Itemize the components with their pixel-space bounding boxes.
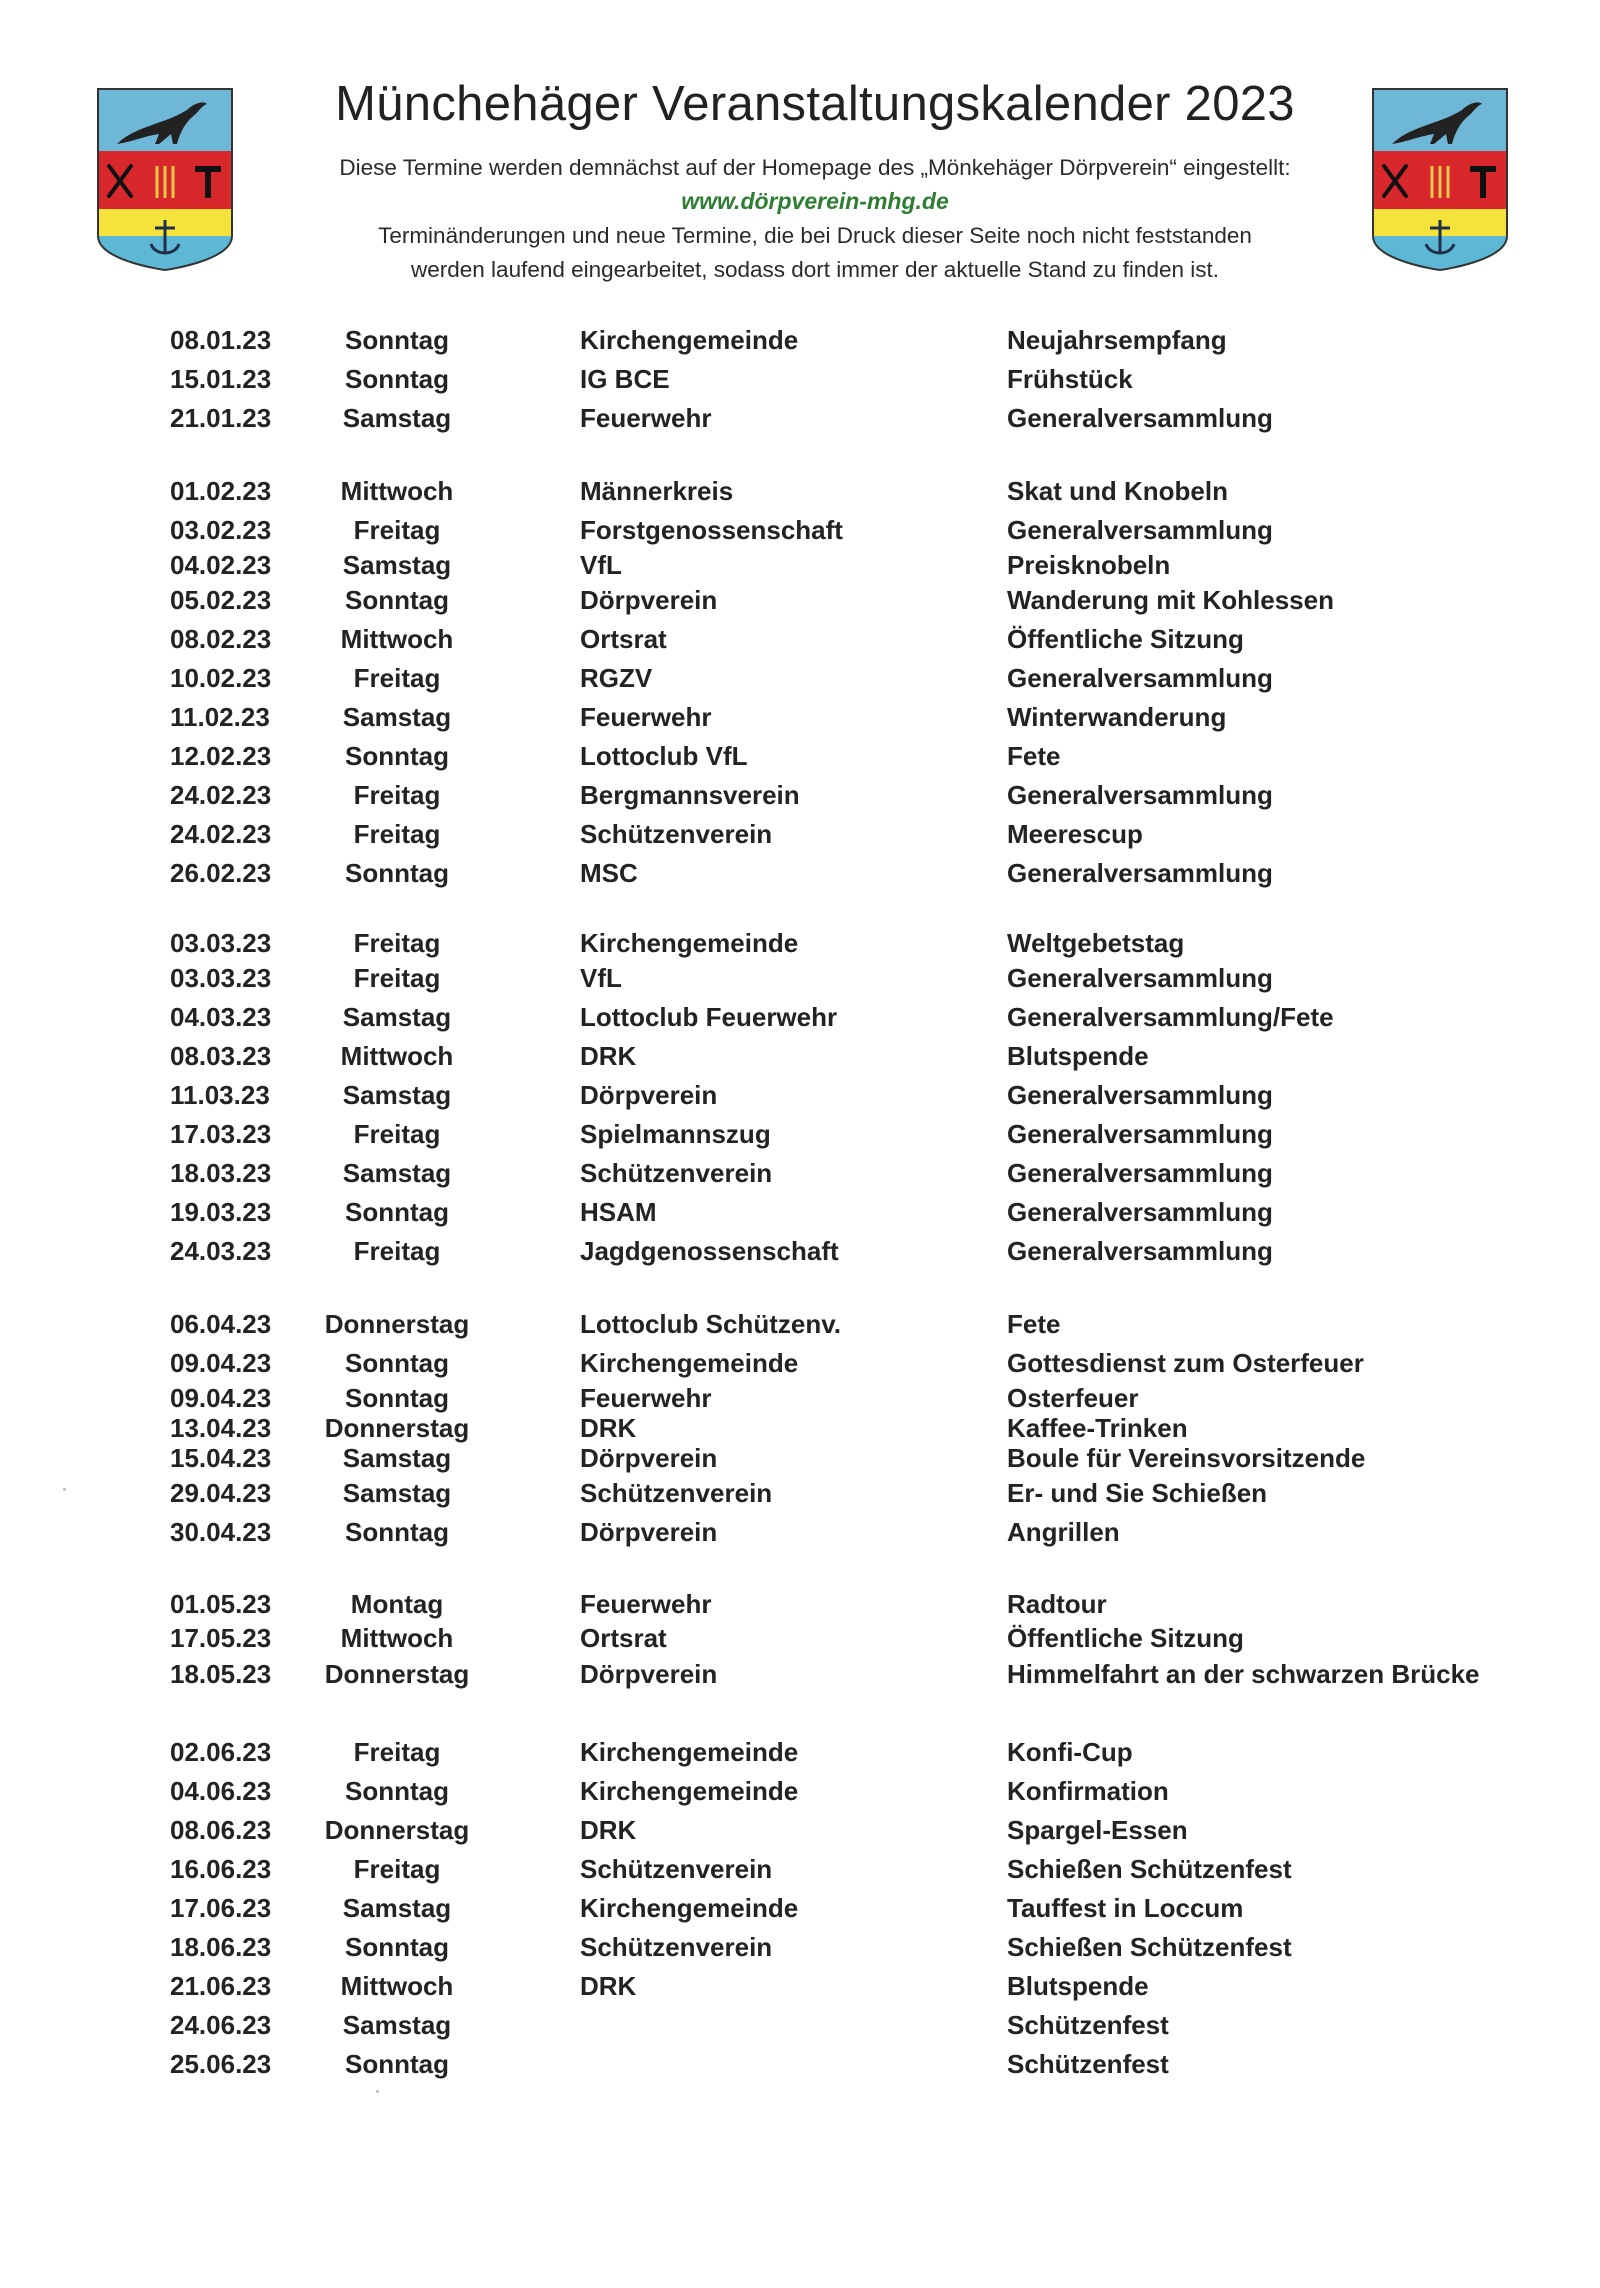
- event-weekday: Sonntag: [345, 1517, 449, 1547]
- event-row: [0, 819, 1600, 853]
- event-name: Blutspende: [1007, 1041, 1149, 1071]
- event-weekday: Sonntag: [345, 1932, 449, 1962]
- event-date: 08.06.23: [170, 1815, 272, 1845]
- scan-speck: [376, 2090, 379, 2093]
- event-organizer: Jagdgenossenschaft: [580, 1236, 839, 1266]
- event-organizer: Feuerwehr: [580, 403, 712, 433]
- event-date: 19.03.23: [170, 1197, 272, 1227]
- event-row: [0, 1080, 1600, 1114]
- event-name: Er- und Sie Schießen: [1007, 1478, 1268, 1508]
- event-row: [0, 515, 1600, 549]
- event-row: [0, 1413, 1600, 1447]
- event-row: [0, 928, 1600, 962]
- event-name: Frühstück: [1007, 364, 1133, 394]
- event-organizer: Schützenverein: [580, 1854, 773, 1884]
- event-row: [0, 624, 1600, 658]
- event-weekday: Sonntag: [345, 1348, 449, 1378]
- event-name: Weltgebetstag: [1007, 928, 1185, 958]
- event-date: 04.03.23: [170, 1002, 272, 1032]
- event-weekday: Samstag: [342, 1080, 452, 1110]
- event-weekday: Samstag: [342, 2010, 452, 2040]
- event-name: Tauffest in Loccum: [1007, 1893, 1244, 1923]
- event-row: [0, 2010, 1600, 2044]
- event-weekday: Freitag: [353, 1854, 441, 1884]
- event-name: Gottesdienst zum Osterfeuer: [1007, 1348, 1364, 1378]
- event-organizer: Schützenverein: [580, 1932, 773, 1962]
- event-date: 15.01.23: [170, 364, 272, 394]
- event-name: Fete: [1007, 1309, 1061, 1339]
- event-date: 21.01.23: [170, 403, 272, 433]
- event-date: 08.02.23: [170, 624, 272, 654]
- event-name: Generalversammlung: [1007, 663, 1273, 693]
- event-weekday: Freitag: [353, 780, 441, 810]
- event-weekday: Samstag: [342, 702, 452, 732]
- event-date: 24.02.23: [170, 780, 272, 810]
- event-row: [0, 585, 1600, 619]
- event-row: [0, 1776, 1600, 1810]
- event-date: 01.05.23: [170, 1589, 272, 1619]
- event-date: 06.04.23: [170, 1309, 272, 1339]
- event-weekday: Mittwoch: [340, 624, 454, 654]
- event-date: 12.02.23: [170, 741, 272, 771]
- event-name: Schießen Schützenfest: [1007, 1854, 1292, 1884]
- event-weekday: Freitag: [353, 663, 441, 693]
- event-date: 08.03.23: [170, 1041, 272, 1071]
- event-row: [0, 1623, 1600, 1657]
- event-row: [0, 663, 1600, 697]
- event-name: Neujahrsempfang: [1007, 325, 1227, 355]
- event-weekday: Freitag: [353, 1119, 441, 1149]
- event-weekday: Montag: [350, 1589, 444, 1619]
- event-weekday: Mittwoch: [340, 1041, 454, 1071]
- event-row: [0, 1443, 1600, 1477]
- event-organizer: Feuerwehr: [580, 702, 712, 732]
- event-name: Kaffee-Trinken: [1007, 1413, 1188, 1443]
- event-name: Öffentliche Sitzung: [1007, 624, 1244, 654]
- event-weekday: Mittwoch: [340, 476, 454, 506]
- event-organizer: Dörpverein: [580, 1080, 718, 1110]
- event-organizer: Kirchengemeinde: [580, 1348, 799, 1378]
- event-name: Konfi-Cup: [1007, 1737, 1133, 1767]
- event-weekday: Samstag: [342, 1158, 452, 1188]
- event-date: 30.04.23: [170, 1517, 272, 1547]
- event-date: 09.04.23: [170, 1383, 272, 1413]
- event-name: Angrillen: [1007, 1517, 1120, 1547]
- event-date: 08.01.23: [170, 325, 272, 355]
- event-weekday: Freitag: [353, 1737, 441, 1767]
- event-date: 11.03.23: [170, 1080, 270, 1110]
- scan-speck: [63, 1488, 66, 1491]
- event-date: 26.02.23: [170, 858, 272, 888]
- event-organizer: Kirchengemeinde: [580, 1737, 799, 1767]
- event-weekday: Samstag: [342, 550, 452, 580]
- event-organizer: VfL: [580, 963, 622, 993]
- event-row: [0, 476, 1600, 510]
- event-name: Radtour: [1007, 1589, 1107, 1619]
- event-row: [0, 1893, 1600, 1927]
- event-name: Winterwanderung: [1007, 702, 1227, 732]
- event-date: 09.04.23: [170, 1348, 272, 1378]
- event-weekday: Sonntag: [345, 1197, 449, 1227]
- event-row: [0, 1309, 1600, 1343]
- event-name: Generalversammlung: [1007, 1119, 1273, 1149]
- event-weekday: Freitag: [353, 515, 441, 545]
- event-name: Generalversammlung: [1007, 403, 1273, 433]
- event-date: 04.06.23: [170, 1776, 272, 1806]
- event-organizer: Dörpverein: [580, 585, 718, 615]
- event-name: Schützenfest: [1007, 2049, 1169, 2079]
- event-row: [0, 1197, 1600, 1231]
- intro-line-1: Diese Termine werden demnächst auf der Homepage des „Mönkehäger Dörpverein“ eingestellt:: [339, 155, 1291, 180]
- event-row: [0, 702, 1600, 736]
- event-date: 16.06.23: [170, 1854, 272, 1884]
- event-organizer: Forstgenossenschaft: [580, 515, 843, 545]
- event-row: [0, 2049, 1600, 2083]
- event-name: Generalversammlung: [1007, 858, 1273, 888]
- event-row: [0, 1348, 1600, 1382]
- event-weekday: Sonntag: [345, 585, 449, 615]
- event-name: Konfirmation: [1007, 1776, 1169, 1806]
- event-organizer: Schützenverein: [580, 1478, 773, 1508]
- event-row: [0, 550, 1600, 584]
- event-organizer: Kirchengemeinde: [580, 1776, 799, 1806]
- event-date: 29.04.23: [170, 1478, 272, 1508]
- event-organizer: VfL: [580, 550, 622, 580]
- event-row: [0, 1478, 1600, 1512]
- event-row: [0, 1119, 1600, 1153]
- event-organizer: DRK: [580, 1815, 637, 1845]
- event-date: 24.06.23: [170, 2010, 272, 2040]
- event-name: Boule für Vereinsvorsitzende: [1007, 1443, 1366, 1473]
- event-row: [0, 403, 1600, 437]
- event-name: Generalversammlung: [1007, 1197, 1273, 1227]
- event-name: Spargel-Essen: [1007, 1815, 1188, 1845]
- event-row: [0, 1041, 1600, 1075]
- event-row: [0, 364, 1600, 398]
- event-name: Osterfeuer: [1007, 1383, 1139, 1413]
- event-weekday: Donnerstag: [324, 1413, 470, 1443]
- event-row: [0, 1854, 1600, 1888]
- event-date: 11.02.23: [170, 702, 270, 732]
- event-organizer: Schützenverein: [580, 819, 773, 849]
- event-name: Generalversammlung/Fete: [1007, 1002, 1334, 1032]
- event-name: Preisknobeln: [1007, 550, 1171, 580]
- intro-line-2: Terminänderungen und neue Termine, die bei Druck dieser Seite noch nicht feststanden: [378, 223, 1252, 248]
- event-date: 15.04.23: [170, 1443, 272, 1473]
- event-name: Generalversammlung: [1007, 1158, 1273, 1188]
- event-row: [0, 1589, 1600, 1623]
- event-date: 01.02.23: [170, 476, 272, 506]
- event-weekday: Donnerstag: [324, 1659, 470, 1689]
- event-weekday: Sonntag: [345, 325, 449, 355]
- event-date: 24.02.23: [170, 819, 272, 849]
- event-name: Fete: [1007, 741, 1061, 771]
- event-row: [0, 1002, 1600, 1036]
- event-name: Skat und Knobeln: [1007, 476, 1228, 506]
- event-organizer: Ortsrat: [580, 1623, 667, 1653]
- event-date: 04.02.23: [170, 550, 272, 580]
- event-date: 02.06.23: [170, 1737, 272, 1767]
- event-date: 03.03.23: [170, 928, 272, 958]
- event-row: [0, 1383, 1600, 1417]
- event-name: Generalversammlung: [1007, 1080, 1273, 1110]
- event-row: [0, 1815, 1600, 1849]
- event-date: 03.03.23: [170, 963, 272, 993]
- homepage-link[interactable]: www.dörpverein-mhg.de: [681, 188, 949, 214]
- event-weekday: Sonntag: [345, 1776, 449, 1806]
- event-organizer: Bergmannsverein: [580, 780, 800, 810]
- event-name: Generalversammlung: [1007, 780, 1273, 810]
- event-row: [0, 1737, 1600, 1771]
- event-date: 05.02.23: [170, 585, 272, 615]
- event-organizer: Schützenverein: [580, 1158, 773, 1188]
- event-organizer: Lottoclub Feuerwehr: [580, 1002, 838, 1032]
- event-organizer: Spielmannszug: [580, 1119, 771, 1149]
- event-weekday: Freitag: [353, 963, 441, 993]
- event-organizer: Kirchengemeinde: [580, 325, 799, 355]
- event-organizer: Dörpverein: [580, 1443, 718, 1473]
- event-organizer: DRK: [580, 1041, 637, 1071]
- event-date: 17.05.23: [170, 1623, 272, 1653]
- event-row: [0, 325, 1600, 359]
- event-organizer: RGZV: [580, 663, 653, 693]
- event-weekday: Samstag: [342, 1478, 452, 1508]
- event-date: 17.03.23: [170, 1119, 272, 1149]
- event-row: [0, 780, 1600, 814]
- event-row: [0, 1158, 1600, 1192]
- event-name: Himmelfahrt an der schwarzen Brücke: [1007, 1659, 1480, 1689]
- event-organizer: DRK: [580, 1413, 637, 1443]
- event-name: Öffentliche Sitzung: [1007, 1623, 1244, 1653]
- event-row: [0, 963, 1600, 997]
- event-date: 18.06.23: [170, 1932, 272, 1962]
- event-organizer: HSAM: [580, 1197, 657, 1227]
- event-organizer: Dörpverein: [580, 1659, 718, 1689]
- event-weekday: Sonntag: [345, 2049, 449, 2079]
- event-organizer: Dörpverein: [580, 1517, 718, 1547]
- event-name: Meerescup: [1007, 819, 1143, 849]
- event-name: Generalversammlung: [1007, 515, 1273, 545]
- event-weekday: Sonntag: [345, 858, 449, 888]
- page-title: Münchehäger Veranstaltungskalender 2023: [335, 77, 1295, 131]
- event-row: [0, 1971, 1600, 2005]
- intro-line-3: werden laufend eingearbeitet, sodass dort immer der aktuelle Stand zu finden ist.: [411, 257, 1219, 282]
- event-organizer: Kirchengemeinde: [580, 928, 799, 958]
- event-weekday: Samstag: [342, 1893, 452, 1923]
- event-organizer: Männerkreis: [580, 476, 734, 506]
- event-weekday: Freitag: [353, 819, 441, 849]
- event-date: 03.02.23: [170, 515, 272, 545]
- event-organizer: Kirchengemeinde: [580, 1893, 799, 1923]
- event-organizer: Feuerwehr: [580, 1383, 712, 1413]
- event-name: Wanderung mit Kohlessen: [1007, 585, 1334, 615]
- event-name: Blutspende: [1007, 1971, 1149, 2001]
- event-date: 13.04.23: [170, 1413, 272, 1443]
- event-organizer: Lottoclub VfL: [580, 741, 748, 771]
- event-row: [0, 1659, 1600, 1693]
- event-organizer: Feuerwehr: [580, 1589, 712, 1619]
- event-date: 17.06.23: [170, 1893, 272, 1923]
- event-date: 18.03.23: [170, 1158, 272, 1188]
- event-weekday: Samstag: [342, 1002, 452, 1032]
- event-weekday: Mittwoch: [340, 1971, 454, 2001]
- event-weekday: Samstag: [342, 403, 452, 433]
- event-weekday: Sonntag: [345, 364, 449, 394]
- event-weekday: Freitag: [353, 1236, 441, 1266]
- event-weekday: Samstag: [342, 1443, 452, 1473]
- event-name: Generalversammlung: [1007, 963, 1273, 993]
- event-row: [0, 741, 1600, 775]
- event-date: 25.06.23: [170, 2049, 272, 2079]
- event-row: [0, 1236, 1600, 1270]
- event-name: Schießen Schützenfest: [1007, 1932, 1292, 1962]
- event-weekday: Sonntag: [345, 1383, 449, 1413]
- event-organizer: DRK: [580, 1971, 637, 2001]
- event-organizer: Ortsrat: [580, 624, 667, 654]
- event-date: 24.03.23: [170, 1236, 272, 1266]
- event-weekday: Mittwoch: [340, 1623, 454, 1653]
- event-row: [0, 1932, 1600, 1966]
- event-row: [0, 858, 1600, 892]
- event-row: [0, 1517, 1600, 1551]
- event-weekday: Sonntag: [345, 741, 449, 771]
- event-weekday: Donnerstag: [324, 1309, 470, 1339]
- event-date: 21.06.23: [170, 1971, 272, 2001]
- event-weekday: Donnerstag: [324, 1815, 470, 1845]
- event-name: Generalversammlung: [1007, 1236, 1273, 1266]
- event-date: 18.05.23: [170, 1659, 272, 1689]
- event-organizer: Lottoclub Schützenv.: [580, 1309, 841, 1339]
- event-name: Schützenfest: [1007, 2010, 1169, 2040]
- event-organizer: MSC: [580, 858, 638, 888]
- event-weekday: Freitag: [353, 928, 441, 958]
- event-date: 10.02.23: [170, 663, 272, 693]
- event-organizer: IG BCE: [580, 364, 670, 394]
